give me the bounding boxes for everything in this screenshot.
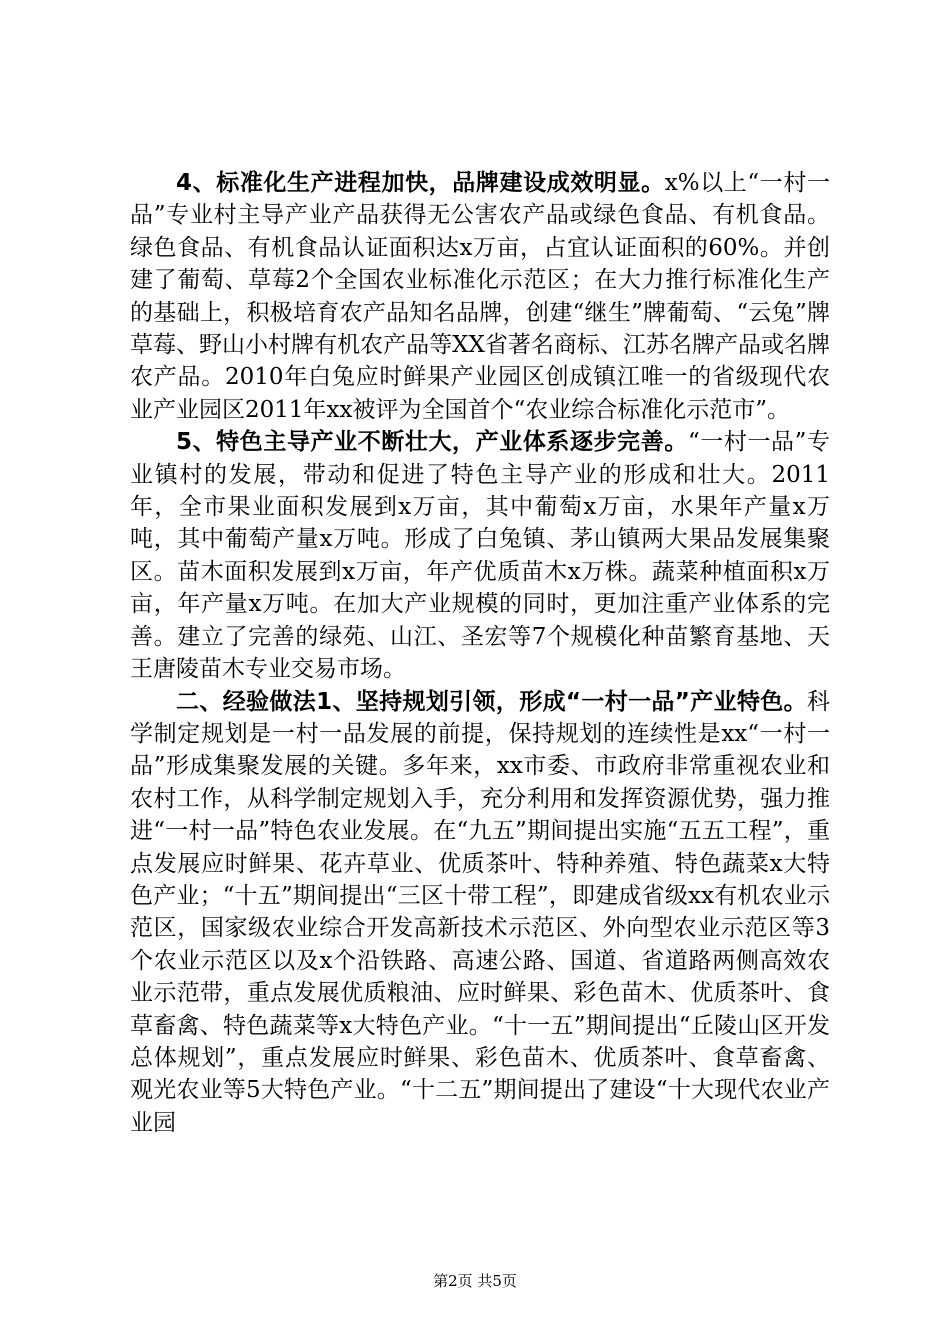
- paragraph-text: x%以上“一村一品”专业村主导产业产品获得无公害农产品或绿色食品、有机食品。绿色食品、有机食品认证面积达x万亩，占宜认证面积的60%。并创建了葡萄、草莓2个全国农业标准化示范区；在大力推行标准化生产的基础上，积极培育农产品知名品牌，创建“继生”牌葡萄、“云兔”牌草莓、野山小村牌有机农产品等XX省著名商标、江苏名牌产品或名牌农产品。2010年白兔应时鲜果产业园区创成镇江唯一的省级现代农业产业园区2011年xx被评为全国首个“农业综合标准化示范市”。: [130, 170, 830, 423]
- paragraph-text: “一村一品”专业镇村的发展，带动和促进了特色主导产业的形成和壮大。2011年，全市果业面积发展到x万亩，其中葡萄x万亩，水果年产量x万吨，其中葡萄产量x万吨。形成了白兔镇、茅山镇两大果品发展集聚区。苗木面积发展到x万亩，年产优质苗木x万株。蔬菜种植面积x万亩，年产量x万吨。在加大产业规模的同时，更加注重产业体系的完善。建立了完善的绿苑、山江、圣宏等7个规模化种苗繁育基地、天王唐陵苗木专业交易市场。: [130, 429, 830, 683]
- page-number-footer: 第2页 共5页: [433, 1272, 517, 1290]
- paragraph-experience: [130, 686, 830, 1140]
- paragraph-heading: 4、标准化生产进程加快，品牌建设成效明显。: [176, 170, 665, 196]
- paragraph-heading: 二、经验做法1、坚持规划引领，形成“一村一品”产业特色。: [176, 688, 807, 715]
- paragraph-standardization: [130, 167, 830, 426]
- paragraph-leading-industry: [130, 426, 830, 685]
- document-body: [130, 167, 830, 1139]
- paragraph-heading: 5、特色主导产业不断壮大，产业体系逐步完善。: [176, 429, 688, 456]
- paragraph-text: 科学制定规划是一村一品发展的前提，保持规划的连续性是xx“一村一品”形成集聚发展的关键。多年来，xx市委、市政府非常重视农业和农村工作，从科学制定规划入手，充分利用和发挥资源优势，强力推进“一村一品”特色农业发展。在“九五”期间提出实施“五五工程”，重点发展应时鲜果、花卉草业、优质茶叶、特种养殖、特色蔬菜x大特色产业；“十五”期间提出“三区十带工程”，即建成省级xx有机农业示范区，国家级农业综合开发高新技术示范区、外向型农业示范区等3个农业示范区以及x个沿铁路、高速公路、国道、省道路两侧高效农业示范带，重点发展优质粮油、应时鲜果、彩色苗木、优质茶叶、食草畜禽、特色蔬菜等x大特色产业。“十一五”期间提出“丘陵山区开发总体规划”，重点发展应时鲜果、彩色苗木、优质茶叶、食草畜禽、观光农业等5大特色产业。“十二五”期间提出了建设“十大现代农业产业园: [130, 688, 830, 1136]
